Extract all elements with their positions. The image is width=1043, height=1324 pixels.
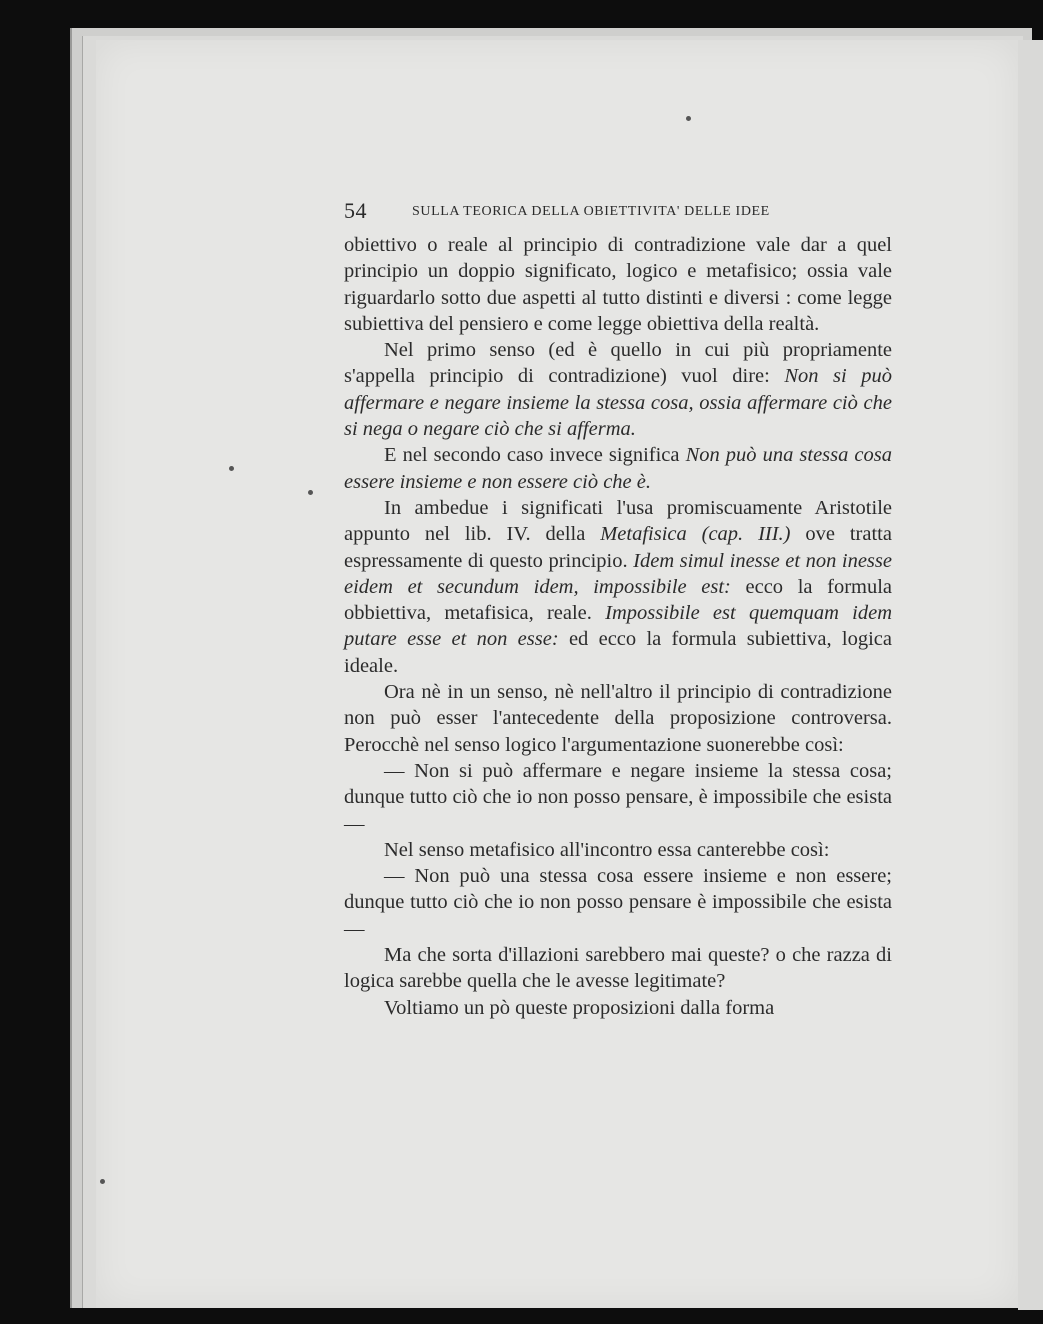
- ink-dot: [229, 466, 234, 471]
- body-text: [344, 232, 892, 1021]
- paragraph: [344, 337, 892, 442]
- running-title: SULLA TEORICA DELLA OBIETTIVITA' DELLE IDEE: [412, 204, 770, 219]
- text-segment: Voltiamo un pò queste proposizioni dalla forma: [384, 996, 775, 1019]
- italic-text: Non si può affermare e negare insieme la stessa cosa, ossia affermare ciò che si nega o negare ciò che si afferma.: [344, 365, 892, 441]
- paragraph: [344, 679, 892, 758]
- ink-dot: [100, 1179, 105, 1184]
- text-segment: Ma che sorta d'illazioni sarebbero mai queste? o che razza di logica sarebbe quella che le avesse legitimate?: [344, 944, 892, 993]
- facing-page-strip: [1018, 40, 1043, 1310]
- text-segment: Nel primo senso (ed è quello in cui più propriamente s'appella principio di contradizione) vuol dire:: [344, 339, 892, 388]
- text-segment: — Non può una stessa cosa essere insieme e non essere; dunque tutto ciò che io non posso pensare è impossibile che esista —: [344, 865, 892, 940]
- text-segment: Ora nè in un senso, nè nell'altro il principio di contradizione non può esser l'antecedente della proposizione controversa. Perocchè nel senso logico l'argumentazione suonerebbe così:: [344, 681, 892, 756]
- paragraph: [344, 837, 892, 863]
- italic-text: Impossibile est quemquam idem putare esse et non esse:: [344, 602, 892, 651]
- text-segment: In ambedue i significati l'usa promiscuamente Aristotile appunto nel lib. IV. della: [344, 496, 892, 546]
- paragraph: [344, 995, 892, 1021]
- paragraph: [344, 442, 892, 495]
- text-segment: E nel secondo caso invece significa: [384, 444, 686, 467]
- paragraph: [344, 942, 892, 995]
- italic-text: Idem simul inesse et non inesse eidem et secundum idem, impossibile est:: [344, 549, 892, 598]
- italic-text: Metafisica (cap. III.): [600, 523, 791, 546]
- text-segment: ove tratta espressamente di questo principio.: [344, 523, 892, 572]
- text-segment: obiettivo o reale al principio di contradizione vale dar a quel principio un doppio significato, logico e metafisico; ossia vale riguardarlo sotto due aspetti al tutto distinti e diversi : come legge subiettiva del pensiero e come legge obiettiva della realtà.: [344, 234, 892, 335]
- text-segment: — Non si può affermare e negare insieme la stessa cosa; dunque tutto ciò che io non posso pensare, è impossibile che esista —: [344, 759, 892, 835]
- italic-text: Non può una stessa cosa essere insieme e non essere ciò che è.: [344, 444, 892, 493]
- paragraph: [344, 232, 892, 337]
- page-header: [344, 198, 892, 230]
- ink-dot: [686, 116, 691, 121]
- paragraph: [344, 495, 892, 679]
- page-number: 54: [344, 198, 367, 223]
- paragraph: [344, 758, 892, 837]
- paragraph: [344, 863, 892, 942]
- text-segment: ed ecco la formula subiettiva, logica ideale.: [344, 628, 892, 677]
- text-segment: Nel senso metafisico all'incontro essa canterebbe così:: [384, 838, 830, 861]
- ink-dot: [308, 490, 313, 495]
- text-segment: ecco la formula obbiettiva, metafisica, reale.: [344, 575, 893, 625]
